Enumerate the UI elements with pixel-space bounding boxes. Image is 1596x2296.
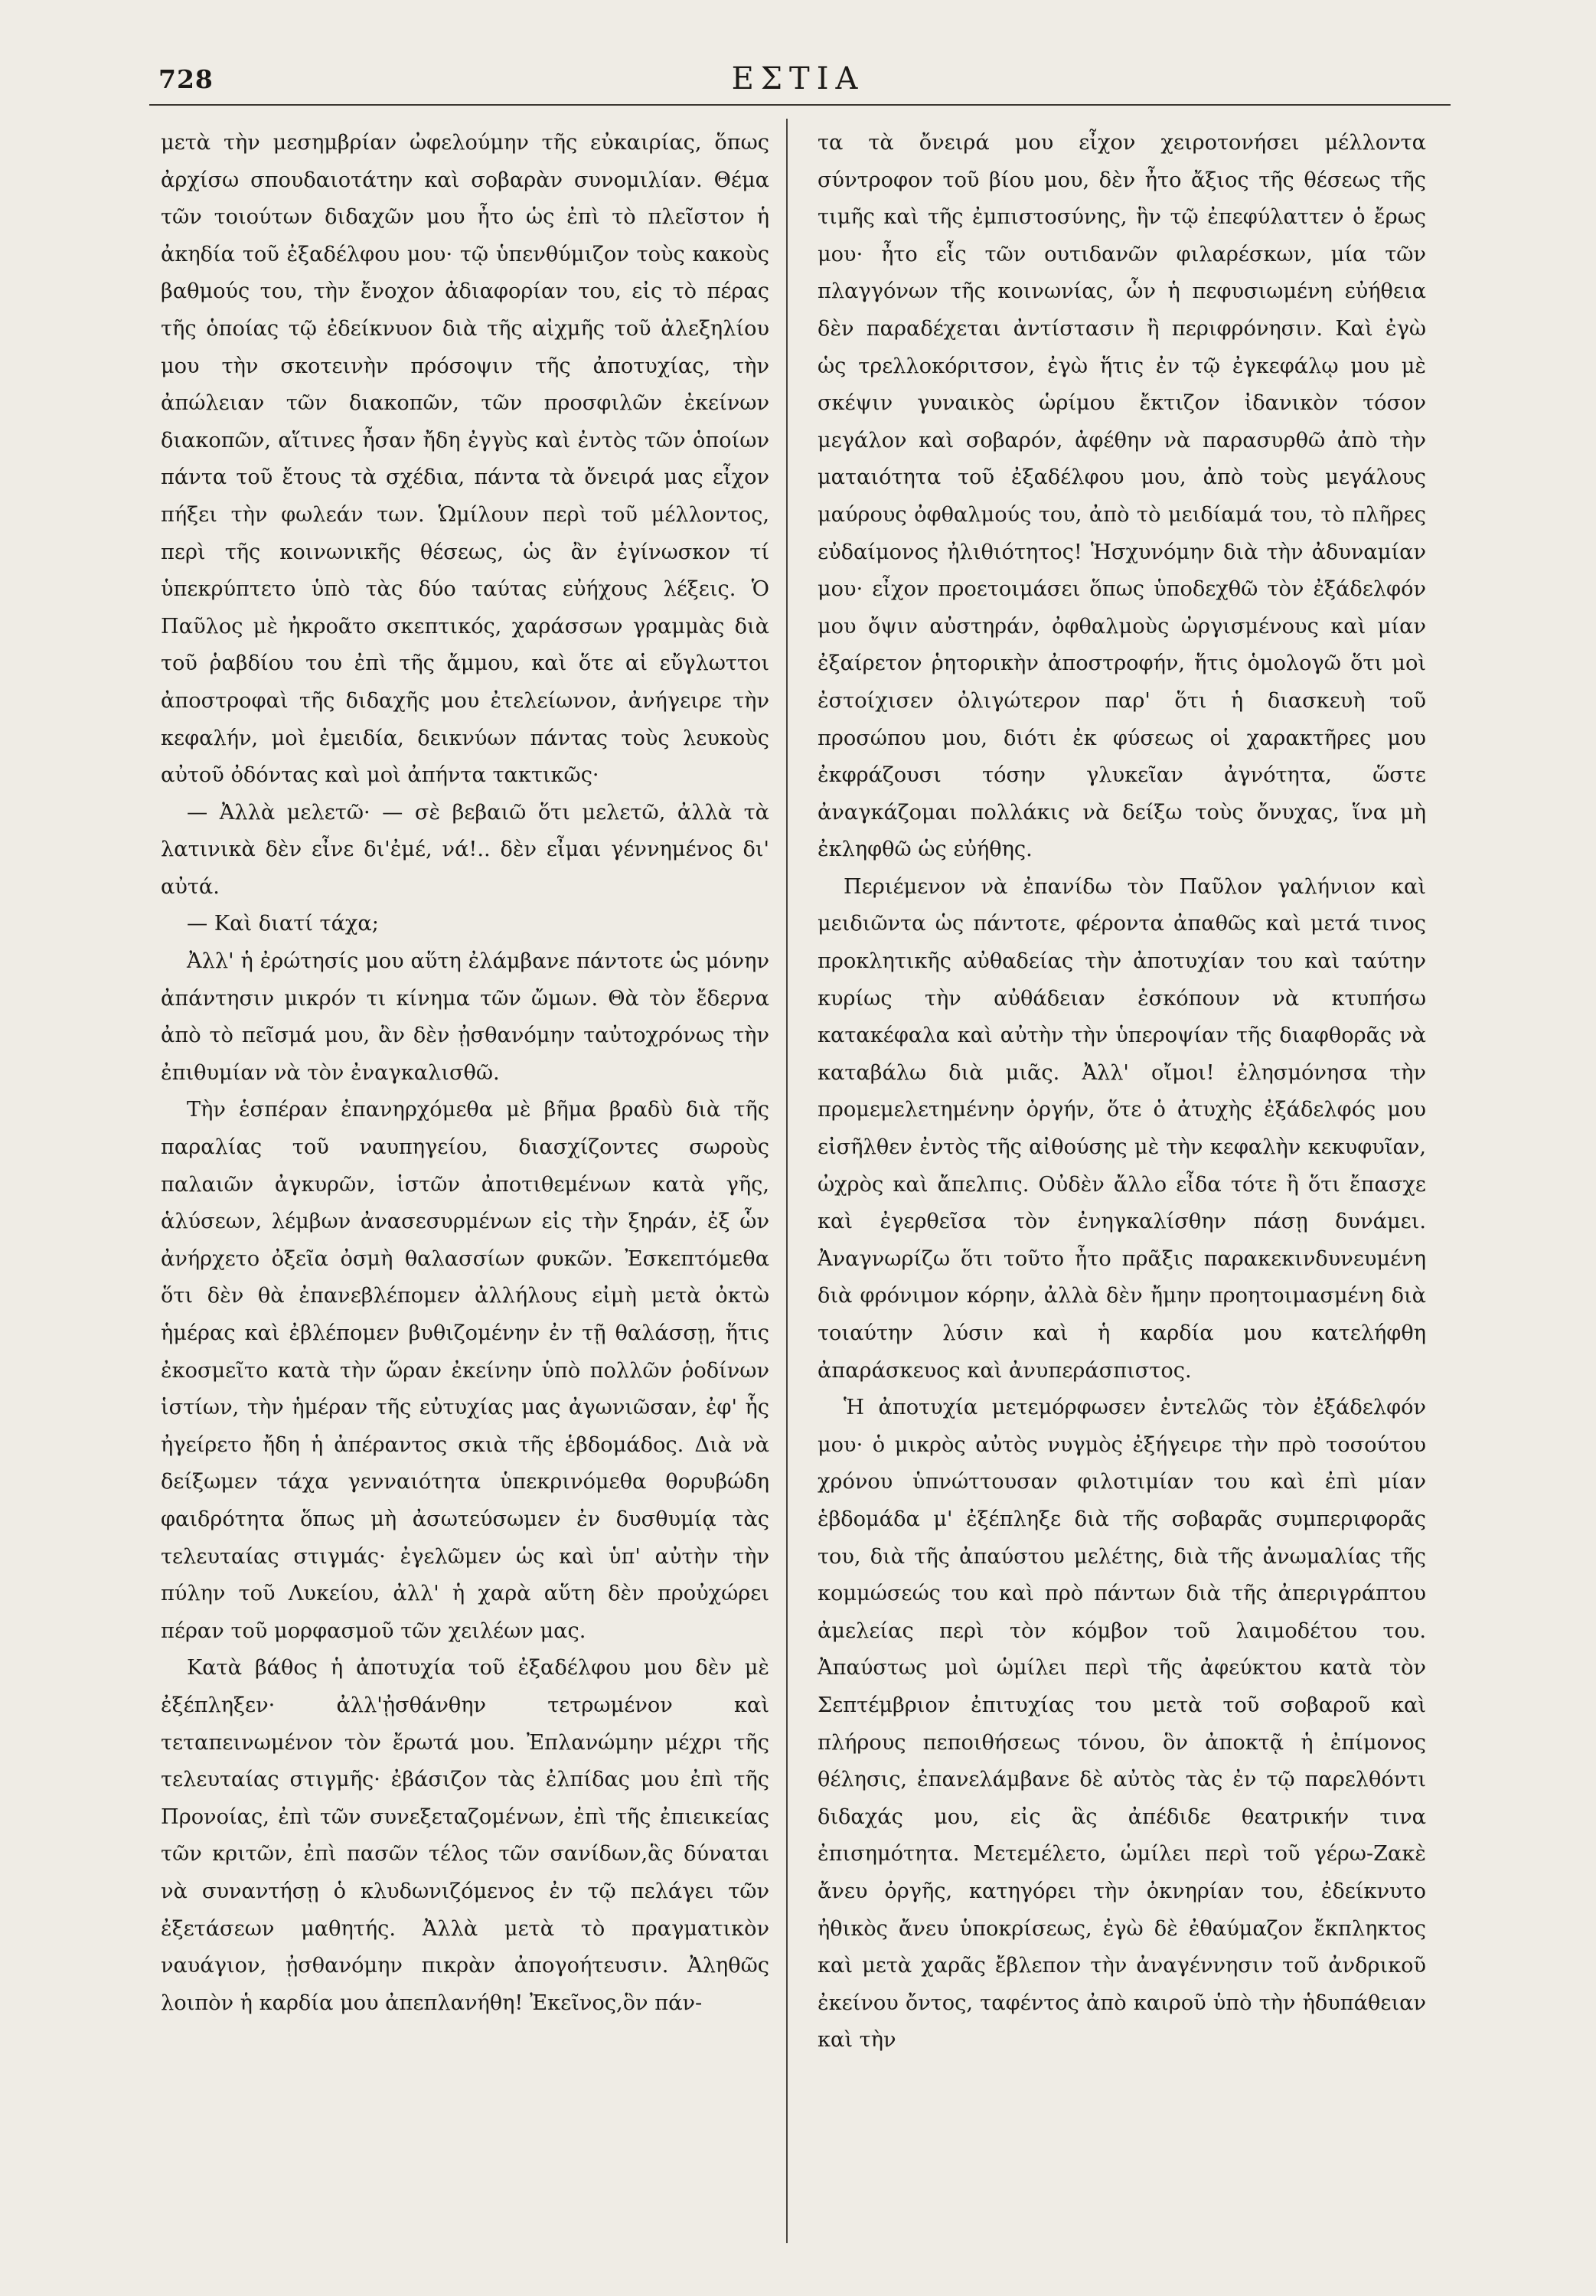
page-number: 728 (158, 64, 214, 94)
paragraph: Τὴν ἑσπέραν ἐπανηρχόμεθα μὲ βῆμα βραδὺ διὰ τῆς παραλίας τοῦ ναυπηγείου, διασχίζοντες σωροὺς παλαιῶν ἀγκυρῶν, ἱστῶν ἀποτιθεμένων κατὰ γῆς, ἁλύσεων, λέμβων ἀνασεσυρμένων εἰς τὴν ξηράν, ἐξ ὧν ἀνήρχετο ὀξεῖα ὀσμὴ θαλασσίων φυκῶν. Ἐσκεπτόμεθα ὅτι δὲν θὰ ἐπανεβλέπομεν ἀλλήλους εἰμὴ μετὰ ὀκτὼ ἡμέρας καὶ ἐβλέπομεν βυθιζομένην ἐν τῇ θαλάσσῃ, ἥτις ἐκοσμεῖτο κατὰ τὴν ὥραν ἐκείνην ὑπὸ πολλῶν ῥοδίνων ἱστίων, τὴν ἡμέραν τῆς εὐτυχίας μας ἀγωνιῶσαν, ἐφ' ἧς ἠγείρετο ἤδη ἡ ἀπέραντος σκιὰ τῆς ἑβδομάδος. Διὰ νὰ δείξωμεν τάχα γενναιότητα ὑπεκρινόμεθα θορυβώδη φαιδρότητα ὅπως μὴ ἀσωτεύσωμεν ἐν δυσθυμίᾳ τὰς τελευταίας στιγμάς· ἐγελῶμεν ὡς καὶ ὑπ' αὐτὴν τὴν πύλην τοῦ Λυκείου, ἀλλ' ἡ χαρὰ αὕτη δὲν προὐχώρει πέραν τοῦ μορφασμοῦ τῶν χειλέων μας. (161, 1098, 769, 1643)
paragraph: — Καὶ διατί τάχα; (187, 912, 379, 936)
paragraph: Ἀλλ' ἡ ἐρώτησίς μου αὕτη ἐλάμβανε πάντοτε ὡς μόνην ἀπάντησιν μικρόν τι κίνημα τῶν ὤμων. Θὰ τὸν ἔδερνα ἀπὸ τὸ πεῖσμά μου, ἂν δὲν ᾐσθανόμην ταὐτοχρόνως τὴν ἐπιθυμίαν νὰ τὸν ἐναγκαλισθῶ. (161, 949, 769, 1085)
column-divider (786, 119, 788, 2243)
paragraph: Κατὰ βάθος ἡ ἀποτυχία τοῦ ἐξαδέλφου μου δὲν μὲ ἐξέπληξεν· ἀλλ'ᾐσθάνθην τετρωμένον καὶ τεταπεινωμένον τὸν ἔρωτά μου. Ἐπλανώμην μέχρι τῆς τελευταίας στιγμῆς· ἐβάσιζον τὰς ἐλπίδας μου ἐπὶ τῆς Προνοίας, ἐπὶ τῶν συνεξεταζομένων, ἐπὶ τῆς ἐπιεικείας τῶν κριτῶν, ἐπὶ πασῶν τέλος τῶν σανίδων,ἃς δύναται νὰ συναντήσῃ ὁ κλυδωνιζόμενος ἐν τῷ πελάγει τῶν ἐξετάσεων μαθητής. Ἀλλὰ μετὰ τὸ πραγματικὸν ναυάγιον, ᾐσθανόμην πικρὰν ἀπογοήτευσιν. Ἀληθῶς λοιπὸν ἡ καρδία μου ἀπεπλανήθη! Ἐκεῖνος,ὃν πάν- (161, 1656, 769, 2015)
paragraph: τα τὰ ὄνειρά μου εἶχον χειροτονήσει μέλλοντα σύντροφον τοῦ βίου μου, δὲν ἦτο ἄξιος τῆς θέσεως τῆς τιμῆς καὶ τῆς ἐμπιστοσύνης, ἣν τῷ ἐπεφύλαττεν ὁ ἔρως μου· ἦτο εἷς τῶν ουτιδανῶν φιλαρέσκων, μία τῶν πλαγγόνων τῆς κοινωνίας, ὧν ἡ πεφυσιωμένη εὐήθεια δὲν παραδέχεται ἀντίστασιν ἢ περιφρόνησιν. Καὶ ἐγὼ ὡς τρελλοκόριτσον, ἐγὼ ἥτις ἐν τῷ ἐγκεφάλῳ μου μὲ σκέψιν γυναικὸς ὡρίμου ἔκτιζον ἰδανικὸν τόσον μεγάλον καὶ σοβαρόν, ἀφέθην νὰ παρασυρθῶ ἀπὸ τὴν ματαιότητα τοῦ ἐξαδέλφου μου, ἀπὸ τοὺς μεγάλους μαύρους ὀφθαλμούς του, ἀπὸ τὸ μειδίαμά του, τὸ πλῆρες εὐδαίμονος ἠλιθιότητος! Ἡσχυνόμην διὰ τὴν ἀδυναμίαν μου· εἶχον προετοιμάσει ὅπως ὑποδεχθῶ τὸν ἐξάδελφόν μου ὄψιν αὐστηράν, ὀφθαλμοὺς ὠργισμένους καὶ μίαν ἐξαίρετον ῥητορικὴν ἀποστροφήν, ἥτις ὁμολογῶ ὅτι μοὶ ἐστοίχισεν ὀλιγώτερον παρ' ὅτι ἡ διασκευὴ τοῦ προσώπου μου, διότι ἐκ φύσεως οἱ χαρακτῆρες μου ἐκφράζουσι τόσην γλυκεῖαν ἀγνότητα, ὥστε ἀναγκάζομαι πολλάκις νὰ δείξω τοὺς ὄνυχας, ἵνα μὴ ἐκληφθῶ ὡς εὐήθης. (818, 131, 1426, 862)
right-column (818, 125, 1426, 2059)
paragraph: Περιέμενον νὰ ἐπανίδω τὸν Παῦλον γαλήνιον καὶ μειδιῶντα ὡς πάντοτε, φέροντα ἀπαθῶς καὶ μετά τινος προκλητικῆς αὐθαδείας τὴν ἀποτυχίαν του καὶ ταύτην κυρίως τὴν αὐθάδειαν ἐσκόπουν νὰ κτυπήσω κατακέφαλα καὶ αὐτὴν τὴν ὑπεροψίαν τῆς διαφθορᾶς νὰ καταβάλω διὰ μιᾶς. Ἀλλ' οἴμοι! ἐλησμόνησα τὴν προμεμελετημένην ὀργήν, ὅτε ὁ ἀτυχὴς ἐξάδελφός μου εἰσῆλθεν ἐντὸς τῆς αἰθούσης μὲ τὴν κεφαλὴν κεκυφυῖαν, ὠχρὸς καὶ ἄπελπις. Οὐδὲν ἄλλο εἶδα τότε ἢ ὅτι ἔπασχε καὶ ἐγερθεῖσα τὸν ἐνηγκαλίσθην πάσῃ δυνάμει. Ἀναγνωρίζω ὅτι τοῦτο ἦτο πρᾶξις παρακεκινδυνευμένη διὰ φρόνιμον κόρην, ἀλλὰ δὲν ἤμην προητοιμασμένη διὰ τοιαύτην λύσιν καὶ ἡ καρδία μου κατελήφθη ἀπαράσκευος καὶ ἀνυπεράσπιστος. (818, 874, 1426, 1383)
paragraph: — Ἀλλὰ μελετῶ· — σὲ βεβαιῶ ὅτι μελετῶ, ἀλλὰ τὰ λατινικὰ δὲν εἶνε δι'ἐμέ, νά!.. δὲν εἶμαι γέννημένος δι' αὐτά. (161, 800, 769, 899)
paragraph: Ἡ ἀποτυχία μετεμόρφωσεν ἐντελῶς τὸν ἐξάδελφόν μου· ὁ μικρὸς αὐτὸς νυγμὸς ἐξήγειρε τὴν πρὸ τοσούτου χρόνου ὑπνώττουσαν φιλοτιμίαν του καὶ ἐπὶ μίαν ἑβδομάδα μ' ἐξέπληξε διὰ τῆς σοβαρᾶς συμπεριφορᾶς του, διὰ τῆς ἀπαύστου μελέτης, διὰ τῆς ἀνωμαλίας τῆς κομμώσεώς του καὶ πρὸ πάντων διὰ τῆς ἀπεριγράπτου ἀμελείας περὶ τὸν κόμβον τοῦ λαιμοδέτου του. Ἀπαύστως μοὶ ὡμίλει περὶ τῆς ἀφεύκτου κατὰ τὸν Σεπτέμβριον ἐπιτυχίας του μετὰ τοῦ σοβαροῦ καὶ πλήρους πεποιθήσεως τόνου, ὃν ἀποκτᾷ ἡ ἐπίμονος θέλησις, ἐπανελάμβανε δὲ αὐτὸς τὰς ἐν τῷ παρελθόντι διδαχάς μου, εἰς ἃς ἀπέδιδε θεατρικήν τινα ἐπισημότητα. Μετεμέλετο, ὡμίλει περὶ τοῦ γέρω-Ζακὲ ἄνευ ὀργῆς, κατηγόρει τὴν ὀκνηρίαν του, ἐδείκνυτο ἠθικὸς ἄνευ ὑποκρίσεως, ἐγὼ δὲ ἐθαύμαζον ἔκπληκτος καὶ μετὰ χαρᾶς ἔβλεπον τὴν ἀναγέννησιν τοῦ ἀνδρικοῦ ἐκείνου ὄντος, ταφέντος ἀπὸ καιροῦ ὑπὸ τὴν ἡδυπάθειαν καὶ τὴν (818, 1396, 1426, 2053)
left-column (161, 125, 769, 2022)
paragraph: μετὰ τὴν μεσημβρίαν ὠφελούμην τῆς εὐκαιρίας, ὅπως ἀρχίσω σπουδαιοτάτην καὶ σοβαρὰν συνομιλίαν. Θέμα τῶν τοιούτων διδαχῶν μου ἦτο ὡς ἐπὶ τὸ πλεῖστον ἡ ἀκηδία τοῦ ἐξαδέλφου μου· τῷ ὑπενθύμιζον τοὺς κακοὺς βαθμούς του, τὴν ἔνοχον ἀδιαφορίαν του, εἰς τὸ πέρας τῆς ὁποίας τῷ ἐδείκνυον διὰ τῆς αἰχμῆς τοῦ ἀλεξηλίου μου τὴν σκοτεινὴν πρόσοψιν τῆς ἀποτυχίας, τὴν ἀπώλειαν τῶν διακοπῶν, τῶν προσφιλῶν ἐκείνων διακοπῶν, αἵτινες ἦσαν ἤδη ἐγγὺς καὶ ἐντὸς τῶν ὁποίων πάντα τοῦ ἔτους τὰ σχέδια, πάντα τὰ ὄνειρά μας εἶχον πήξει τὴν φωλεάν των. Ὡμίλουν περὶ τοῦ μέλλοντος, περὶ τῆς κοινωνικῆς θέσεως, ὡς ἂν ἐγίνωσκον τί ὑπεκρύπτετο ὑπὸ τὰς δύο ταύτας εὐήχους λέξεις. Ὁ Παῦλος μὲ ἠκροᾶτο σκεπτικός, χαράσσων γραμμὰς διὰ τοῦ ῥαβδίου του ἐπὶ τῆς ἄμμου, καὶ ὅτε αἱ εὔγλωττοι ἀποστροφαὶ τῆς διδαχῆς μου ἐτελείωνον, ἀνήγειρε τὴν κεφαλήν, μοὶ ἐμειδία, δεικνύων πάντας τοὺς λευκοὺς αὐτοῦ ὀδόντας καὶ μοὶ ἀπήντα τακτικῶς· (161, 131, 769, 788)
header-rule (149, 104, 1451, 106)
journal-title: ΕΣΤΙΑ (731, 61, 865, 96)
